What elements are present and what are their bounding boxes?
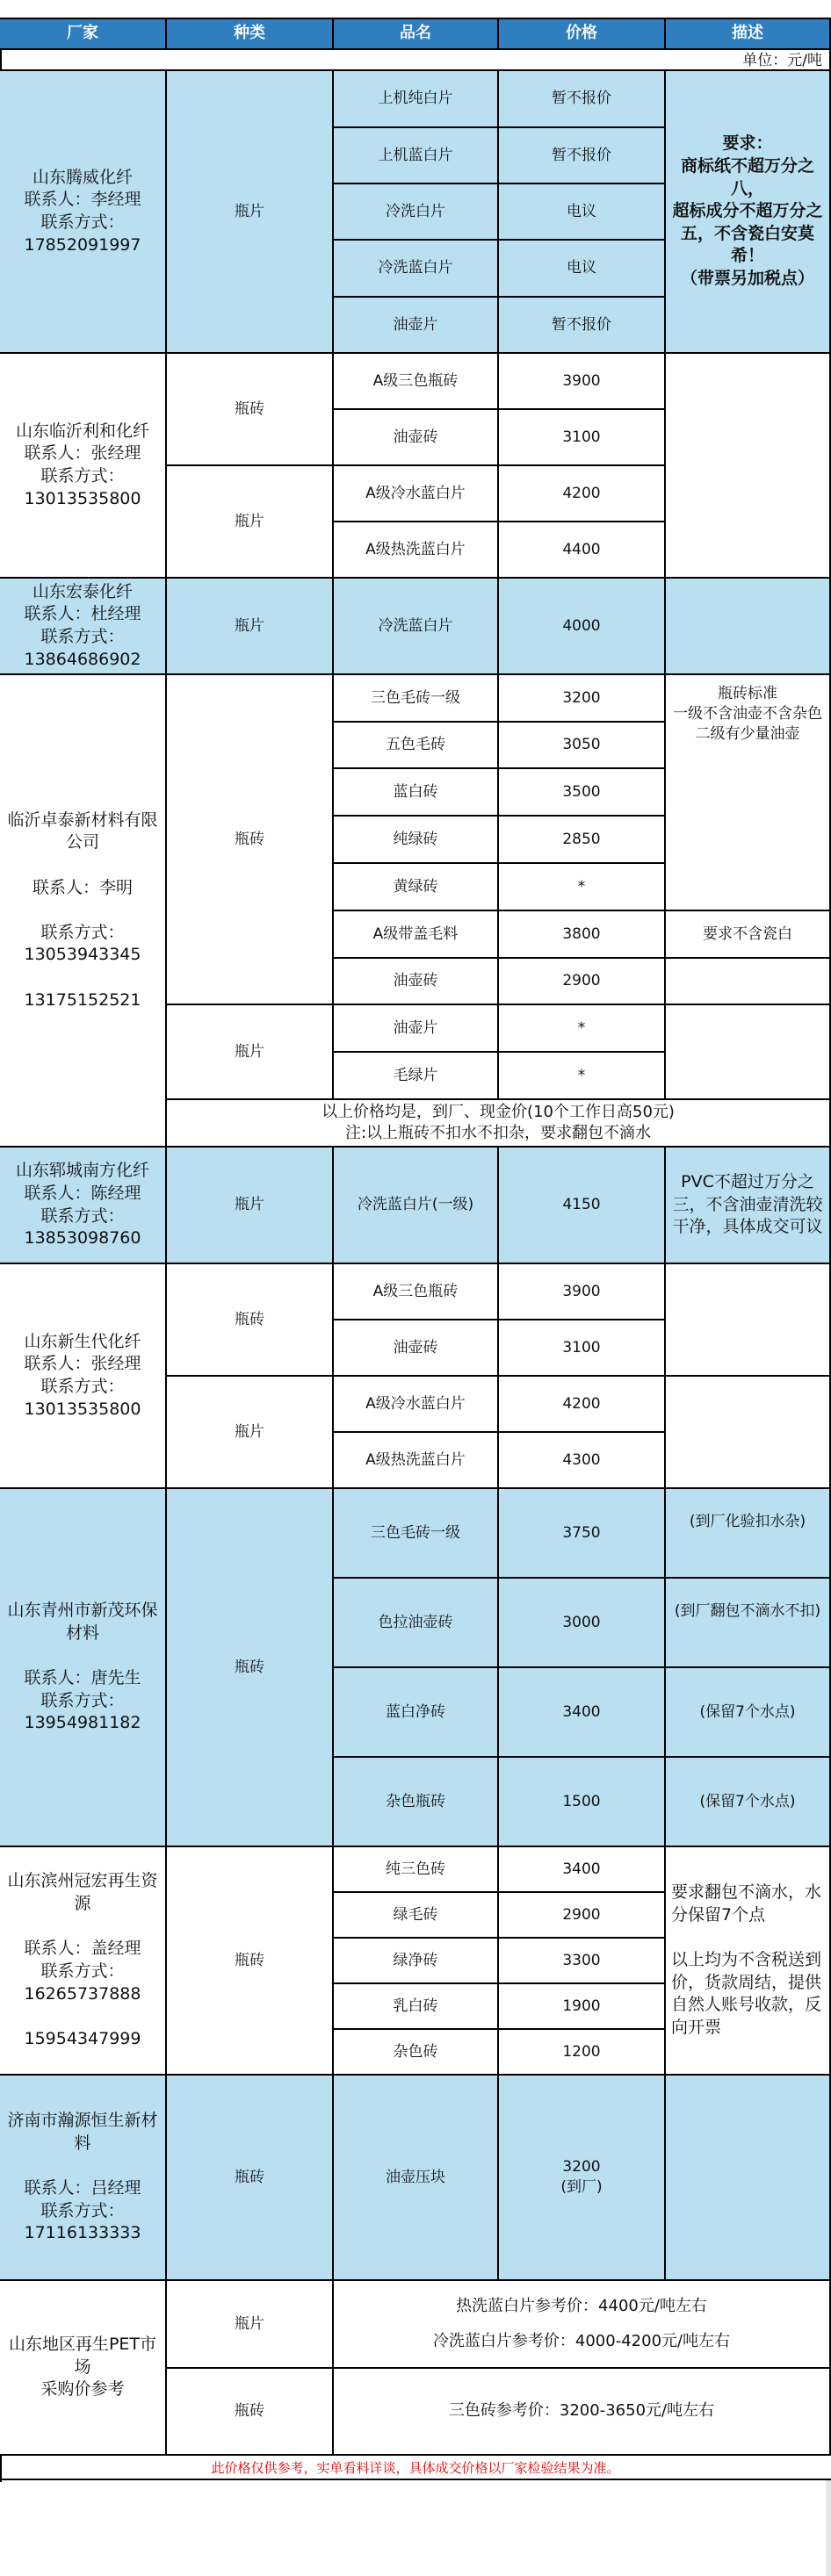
price-cell: 3200 (到厂) — [499, 2076, 666, 2281]
factory-binzhou-guanhong: 山东滨州冠宏再生资源 联系人：盖经理 联系方式： 16265737888 15954347999 — [0, 1847, 167, 2076]
description-cell: 要求翻包不滴水，水分保留7个点 以上均为不含税送到价，货款周结，提供自然人账号收款，反向开票 — [666, 1847, 831, 2076]
description-cell: (保留7个水点) — [666, 1668, 831, 1758]
price-cell: 2850 — [499, 817, 666, 864]
market-reference: 山东地区再生PET市场 采购价参考 — [0, 2281, 167, 2456]
factory-qingzhou-xinmao: 山东青州市新茂环保材料 联系人：唐先生 联系方式： 13954981182 — [0, 1489, 167, 1847]
price-note: 以上价格均是，到厂、现金价(10个工作日高50元) 注:以上瓶砖不扣水不扣杂，要求翻包不滴水 — [167, 1100, 831, 1148]
price-cell: 暂不报价 — [499, 128, 666, 184]
product-cell: 冷洗蓝白片(一级) — [334, 1148, 499, 1264]
price-cell: 4000 — [499, 579, 666, 675]
product-cell: 纯三色砖 — [334, 1847, 499, 1893]
price-cell: 1500 — [499, 1758, 666, 1847]
product-cell: 毛绿片 — [334, 1053, 499, 1100]
product-cell: 油壶砖 — [334, 959, 499, 1005]
factory-linyi-lihe: 山东临沂利和化纤 联系人：张经理 联系方式： 13013535800 — [0, 354, 167, 579]
description-cell: (到厂化验扣水杂) — [666, 1489, 831, 1579]
product-cell: 绿毛砖 — [334, 1893, 499, 1939]
description-cell — [666, 2076, 831, 2281]
product-cell: 冷洗蓝白片 — [334, 241, 499, 298]
factory-yuncheng-nanfang: 山东郓城南方化纤 联系人：陈经理 联系方式： 13853098760 — [0, 1148, 167, 1264]
product-cell: A级冷水蓝白片 — [334, 466, 499, 522]
price-cell: 1200 — [499, 2030, 666, 2076]
price-cell: 3400 — [499, 1847, 666, 1893]
disclaimer-footnote: 此价格仅供参考，实单看料详谈，具体成交价格以厂家检验结果为准。 — [0, 2456, 831, 2480]
price-cell: 2900 — [499, 959, 666, 1005]
product-cell: 杂色砖 — [334, 2030, 499, 2076]
product-cell: 绿净砖 — [334, 1939, 499, 1984]
factory-hongtai: 山东宏泰化纤 联系人：杜经理 联系方式： 13864686902 — [0, 579, 167, 675]
product-cell: 三色毛砖一级 — [334, 1489, 499, 1579]
unit-label: 单位：元/吨 — [0, 50, 831, 71]
product-cell: 上机纯白片 — [334, 71, 499, 128]
price-cell: 暂不报价 — [499, 71, 666, 128]
description-cell — [666, 579, 831, 675]
product-cell: 色拉油壶砖 — [334, 1579, 499, 1668]
price-cell: 4300 — [499, 1433, 666, 1489]
product-cell: 油壶砖 — [334, 1320, 499, 1377]
price-cell: 3900 — [499, 1264, 666, 1320]
price-cell: 3050 — [499, 723, 666, 769]
price-cell: 3800 — [499, 911, 666, 959]
product-cell: A级三色瓶砖 — [334, 354, 499, 410]
product-cell: 冷洗蓝白片 — [334, 579, 499, 675]
price-cell: * — [499, 1053, 666, 1100]
product-cell: A级热洗蓝白片 — [334, 522, 499, 579]
price-cell: 4400 — [499, 522, 666, 579]
price-cell: 电议 — [499, 184, 666, 241]
description-cell: 要求不含瓷白 — [666, 911, 831, 959]
header-description: 描述 — [666, 18, 831, 50]
description-cell — [666, 354, 831, 579]
kind-cell: 瓶片 — [167, 71, 334, 354]
description-cell — [666, 959, 831, 1005]
description-cell — [666, 1377, 831, 1489]
kind-cell: 瓶砖 — [167, 1847, 334, 2076]
price-cell: 3900 — [499, 354, 666, 410]
kind-cell: 瓶片 — [167, 1148, 334, 1264]
price-cell: 电议 — [499, 241, 666, 298]
kind-cell: 瓶片 — [167, 1377, 334, 1489]
price-cell: 4200 — [499, 1377, 666, 1433]
kind-cell: 瓶片 — [167, 1005, 334, 1100]
description-cell: 要求： 商标纸不超万分之八， 超标成分不超万分之五，不含瓷白安莫希！ （带票另加税点） — [666, 71, 831, 354]
price-cell: 2900 — [499, 1893, 666, 1939]
kind-cell: 瓶砖 — [167, 675, 334, 1005]
header-factory: 厂家 — [0, 18, 167, 50]
description-cell: 瓶砖标准 一级不含油壶不含杂色 二级有少量油壶 — [666, 675, 831, 911]
factory-xinshengdai: 山东新生代化纤 联系人：张经理 联系方式： 13013535800 — [0, 1264, 167, 1489]
kind-cell: 瓶片 — [167, 466, 334, 579]
empty-sheet-area — [0, 2480, 831, 2576]
kind-cell: 瓶砖 — [167, 2369, 334, 2456]
description-cell — [666, 1005, 831, 1100]
product-cell: 纯绿砖 — [334, 817, 499, 864]
kind-cell: 瓶砖 — [167, 1489, 334, 1847]
description-cell: (保留7个水点) — [666, 1758, 831, 1847]
description-cell: (到厂翻包不滴水不扣) — [666, 1579, 831, 1668]
header-price: 价格 — [499, 18, 666, 50]
kind-cell: 瓶砖 — [167, 354, 334, 466]
description-cell — [666, 1264, 831, 1377]
product-cell: A级冷水蓝白片 — [334, 1377, 499, 1433]
price-cell: 3100 — [499, 410, 666, 466]
product-cell: 乳白砖 — [334, 1984, 499, 2030]
factory-zhuotai: 临沂卓泰新材料有限公司 联系人：李明 联系方式： 13053943345 13175152521 — [0, 675, 167, 1148]
product-cell: 蓝白净砖 — [334, 1668, 499, 1758]
price-cell: 3100 — [499, 1320, 666, 1377]
price-cell: 3300 — [499, 1939, 666, 1984]
price-cell: 3400 — [499, 1668, 666, 1758]
price-cell: 4200 — [499, 466, 666, 522]
factory-tengwei: 山东腾威化纤 联系人：李经理 联系方式： 17852091997 — [0, 71, 167, 354]
header-kind: 种类 — [167, 18, 334, 50]
product-cell: 黄绿砖 — [334, 864, 499, 911]
reference-price-hot-wash: 热洗蓝白片参考价：4400元/吨左右 — [456, 2297, 707, 2316]
kind-cell: 瓶砖 — [167, 2076, 334, 2281]
reference-price-bricks: 三色砖参考价：3200-3650元/吨左右 — [334, 2369, 831, 2456]
description-cell: PVC不超过万分之三，不含油壶清洗较干净，具体成交可议 — [666, 1148, 831, 1264]
product-cell: 上机蓝白片 — [334, 128, 499, 184]
product-cell: A级三色瓶砖 — [334, 1264, 499, 1320]
price-cell: 3750 — [499, 1489, 666, 1579]
product-cell: 油壶砖 — [334, 410, 499, 466]
header-product: 品名 — [334, 18, 499, 50]
kind-cell: 瓶砖 — [167, 1264, 334, 1377]
price-cell: 4150 — [499, 1148, 666, 1264]
kind-cell: 瓶片 — [167, 2281, 334, 2369]
reference-price-cold-wash: 冷洗蓝白片参考价：4000-4200元/吨左右 — [432, 2331, 731, 2350]
product-cell: 油壶压块 — [334, 2076, 499, 2281]
product-cell: A级热洗蓝白片 — [334, 1433, 499, 1489]
product-cell: 五色毛砖 — [334, 723, 499, 769]
product-cell: A级带盖毛料 — [334, 911, 499, 959]
price-cell: 3500 — [499, 769, 666, 817]
price-cell: * — [499, 1005, 666, 1053]
product-cell: 三色毛砖一级 — [334, 675, 499, 723]
factory-jinan-hanyuan: 济南市瀚源恒生新材料 联系人：吕经理 联系方式： 17116133333 — [0, 2076, 167, 2281]
price-cell: 3000 — [499, 1579, 666, 1668]
product-cell: 冷洗白片 — [334, 184, 499, 241]
product-cell: 油壶片 — [334, 298, 499, 354]
price-cell: * — [499, 864, 666, 911]
product-cell: 杂色瓶砖 — [334, 1758, 499, 1847]
price-cell: 1900 — [499, 1984, 666, 2030]
price-cell: 3200 — [499, 675, 666, 723]
price-cell: 暂不报价 — [499, 298, 666, 354]
reference-price-flakes — [334, 2281, 831, 2369]
kind-cell: 瓶片 — [167, 579, 334, 675]
product-cell: 蓝白砖 — [334, 769, 499, 817]
product-cell: 油壶片 — [334, 1005, 499, 1053]
